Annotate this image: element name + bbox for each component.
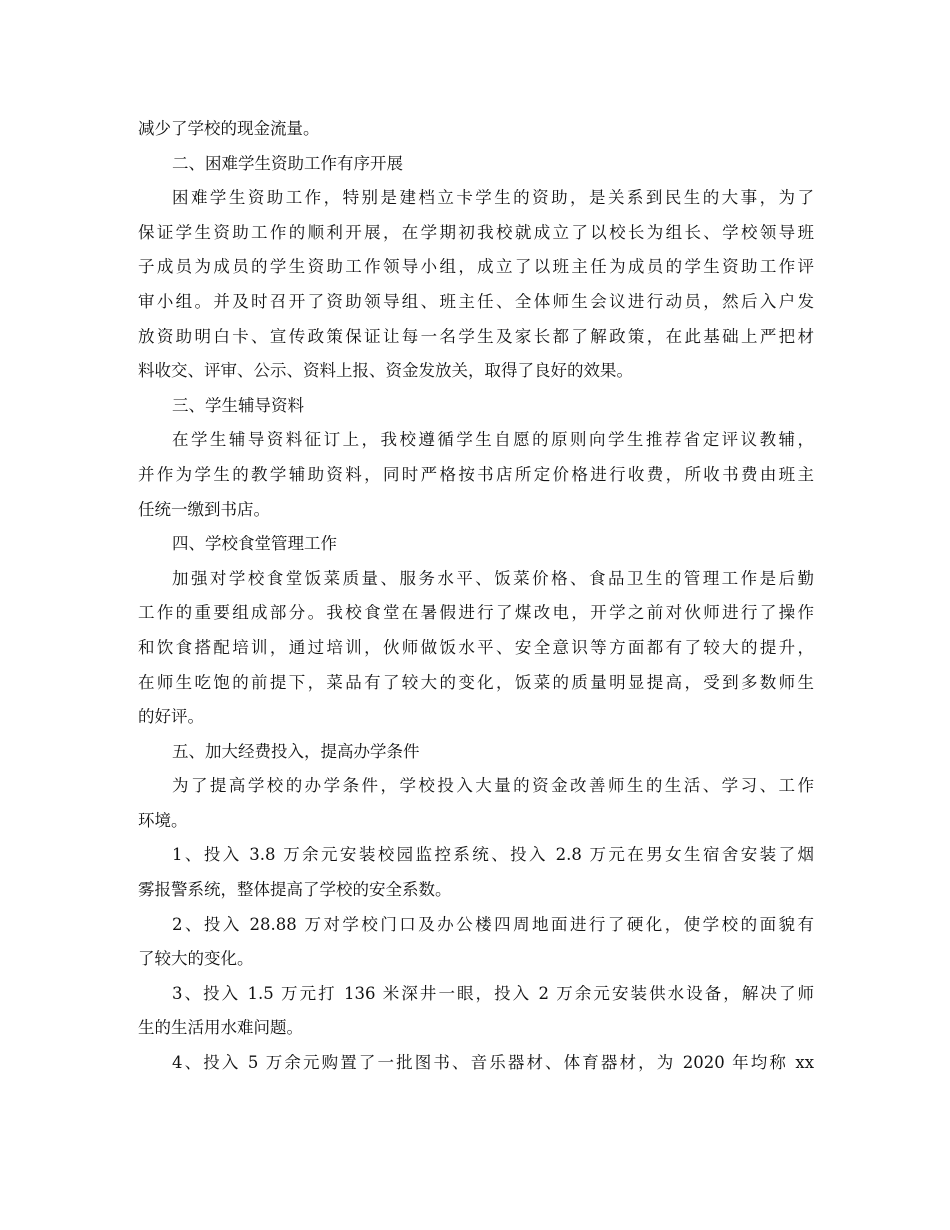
text-line: 了较大的变化。 — [138, 949, 254, 969]
text-line: 3、投入 1.5 万元打 136 米深井一眼，投入 2 万余元安装供水设备，解决了师 — [172, 983, 814, 1003]
text-line: 并作为学生的教学辅助资料，同时严格按书店所定价格进行收费，所收书费由班主 — [138, 464, 814, 484]
text-line: 三、学生辅导资料 — [172, 395, 304, 415]
text-line: 环境。 — [138, 810, 188, 830]
document-page — [138, 112, 814, 1081]
text-line: 1、投入 3.8 万余元安装校园监控系统、投入 2.8 万元在男女生宿舍安装了烟 — [172, 845, 814, 865]
text-line: 减少了学校的现金流量。 — [138, 119, 320, 138]
text-line: 和饮食搭配培训，通过培训，伙师做饭水平、安全意识等方面都有了较大的提升， — [138, 637, 814, 657]
text-line: 审小组。并及时召开了资助领导组、班主任、全体师生会议进行动员，然后入户发 — [138, 291, 814, 311]
text-line: 生的生活用水难问题。 — [138, 1018, 303, 1038]
text-line: 放资助明白卡、宣传政策保证让每一名学生及家长都了解政策，在此基础上严把材 — [138, 326, 814, 346]
text-line: 2、投入 28.88 万对学校门口及办公楼四周地面进行了硬化，使学校的面貌有 — [172, 914, 814, 934]
text-line: 二、困难学生资助工作有序开展 — [172, 153, 403, 173]
text-line: 工作的重要组成部分。我校食堂在暑假进行了煤改电，开学之前对伙师进行了操作 — [138, 603, 814, 623]
text-line: 雾报警系统，整体提高了学校的安全系数。 — [138, 880, 452, 900]
text-line: 困难学生资助工作，特别是建档立卡学生的资助，是关系到民生的大事，为了 — [172, 188, 814, 208]
text-line: 4、投入 5 万余元购置了一批图书、音乐器材、体育器材，为 2020 年均称 xx — [172, 1053, 814, 1073]
text-line: 为了提高学校的办学条件，学校投入大量的资金改善师生的生活、学习、工作 — [172, 776, 814, 796]
text-line: 任统一缴到书店。 — [138, 499, 270, 519]
text-line: 在学生辅导资料征订上，我校遵循学生自愿的原则向学生推荐省定评议教辅， — [172, 430, 814, 450]
text-line: 子成员为成员的学生资助工作领导小组，成立了以班主任为成员的学生资助工作评 — [138, 257, 814, 277]
text-line: 保证学生资助工作的顺利开展，在学期初我校就成立了以校长为组长、学校领导班 — [138, 222, 814, 242]
text-line: 的好评。 — [138, 707, 204, 727]
text-line: 四、学校食堂管理工作 — [172, 534, 337, 554]
text-line: 五、加大经费投入，提高办学条件 — [172, 741, 420, 761]
text-line: 在师生吃饱的前提下，菜品有了较大的变化，饭菜的质量明显提高，受到多数师生 — [138, 672, 814, 692]
text-line: 料收交、评审、公示、资料上报、资金发放关，取得了良好的效果。 — [138, 361, 633, 381]
text-line: 加强对学校食堂饭菜质量、服务水平、饭菜价格、食品卫生的管理工作是后勤 — [172, 568, 814, 588]
